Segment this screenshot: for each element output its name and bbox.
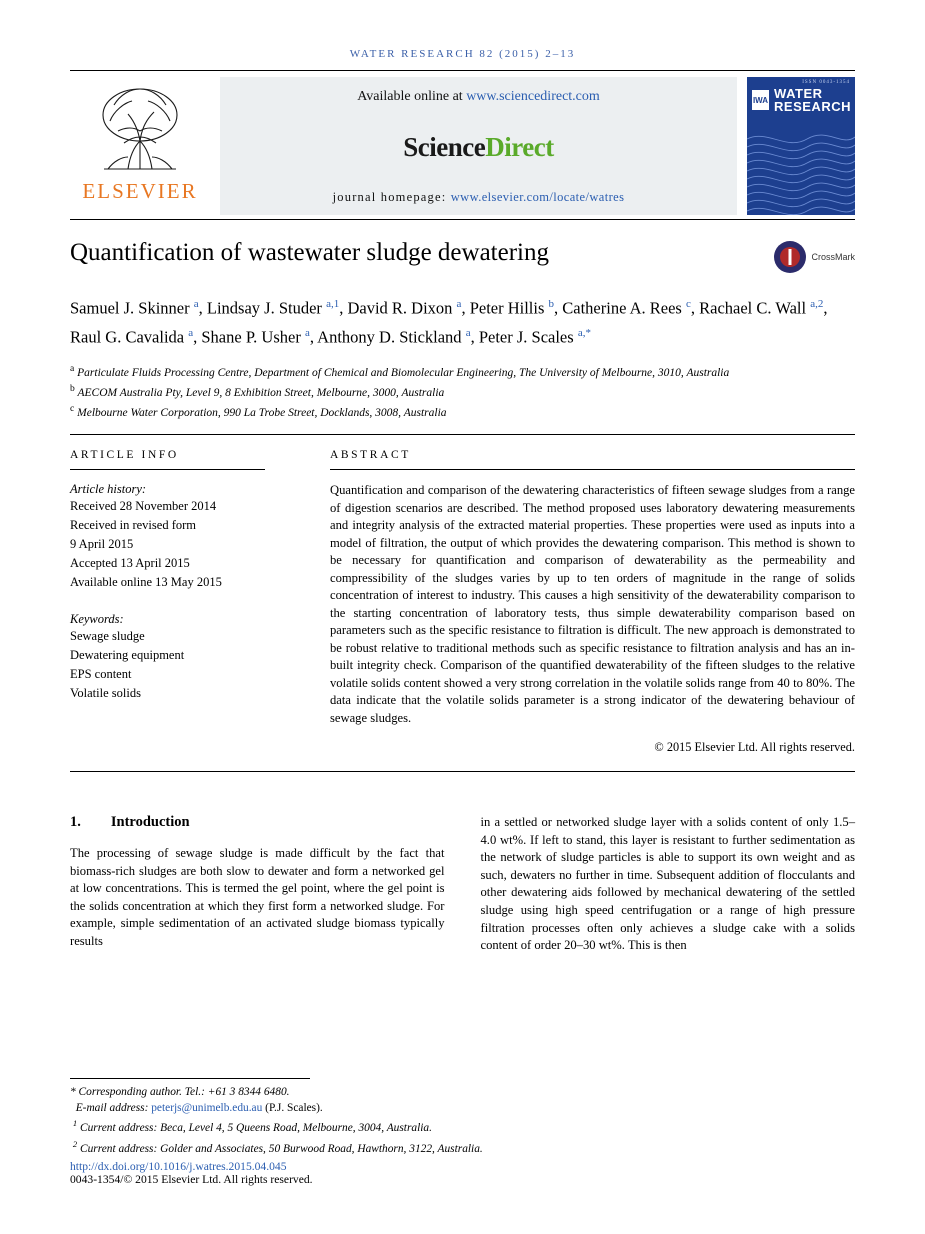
affiliation-a-mark: a — [70, 363, 75, 374]
section-number: 1. — [70, 814, 81, 831]
article-info-rule — [70, 469, 265, 470]
available-online-line — [357, 89, 600, 105]
footnote-1-text: Current address: Beca, Level 4, 5 Queens Road, Melbourne, 3004, Australia. — [79, 1122, 432, 1135]
journal-homepage-line — [333, 190, 625, 205]
journal-cover-issn: ISSN 0043-1354 — [802, 80, 850, 85]
article-history-2: 9 April 2015 — [70, 537, 134, 552]
affiliations — [70, 361, 855, 420]
article-history-4: Available online 13 May 2015 — [70, 575, 222, 590]
available-online-text: Available online at — [357, 89, 463, 104]
elsevier-tree-icon — [84, 81, 196, 177]
issn-copyright: 0043-1354/© 2015 Elsevier Ltd. All rights reserved. — [70, 1173, 313, 1186]
footnote-email-link[interactable]: peterjs@unimelb.edu.au — [151, 1101, 263, 1114]
keyword-2: EPS content — [70, 667, 132, 682]
footnote-corresponding: * Corresponding author. Tel.: +61 3 8344 6480. — [70, 1086, 290, 1099]
title-row — [70, 238, 855, 274]
affiliation-b-mark: b — [70, 382, 75, 394]
article-info-column — [70, 449, 330, 755]
affiliation-c-text: Melbourne Water Corporation, 990 La Trobe Street, Docklands, 3008, Australia — [77, 406, 447, 419]
article-history-1: Received in revised form — [70, 518, 196, 533]
info-abstract-block — [70, 449, 855, 755]
sciencedirect-science: Science — [403, 132, 486, 162]
intro-paragraph-right: in a settled or networked sludge layer with a solids content of only 1.5–4.0 wt%. If left to stand, this layer is resistant to further sedimentation as the network of sludge particles is able to support its own weight and as such, dewaters no further in time. Subsequent addition of flocculants and other dewatering aids followed by mechanical dewatering of the settled sludge using high speed centrifugation or a range of high pressure filtration processes often only achieves a sludge cake with a solids content of order 20–30 wt%. This is then — [480, 815, 855, 953]
affiliation-a — [70, 361, 855, 381]
affiliation-b — [70, 381, 855, 401]
author-list: Samuel J. Skinner $^a$, Lindsay J. Studer $^{a,1}$, David R. Dixon $^a$, Peter Hillis $^b$, Catherine A. Rees $^c$, Rachael C. Wall $^{a,2}$, Raul G. Cavalida $^a$, Shane P. Usher $^a$, Anthony D. Stickland $^a$, Peter J. Scales $^{a,*}$ — [70, 298, 828, 346]
iwa-badge: IWA — [752, 90, 769, 110]
footnote-email-label: E-mail address: — [75, 1101, 149, 1114]
affiliation-c — [70, 401, 855, 421]
abstract-copyright: © 2015 Elsevier Ltd. All rights reserved. — [654, 740, 855, 755]
footnote-1 — [70, 1116, 855, 1136]
section-title: Introduction — [110, 814, 190, 831]
journal-cover-header — [747, 85, 855, 113]
top-rule — [70, 70, 855, 71]
journal-masthead — [70, 77, 855, 215]
footnote-2 — [70, 1137, 855, 1157]
journal-cover-title — [774, 87, 851, 113]
body-column-left — [70, 814, 445, 955]
keyword-1: Dewatering equipment — [70, 648, 185, 663]
affiliation-c-mark: c — [70, 402, 75, 414]
elsevier-logo — [70, 77, 210, 215]
section-heading-introduction — [70, 814, 445, 831]
running-head: WATER RESEARCH 82 (2015) 2–13 — [349, 48, 576, 60]
article-info-heading: ARTICLE INFO — [70, 449, 179, 462]
footnote-2-text: Current address: Golder and Associates, 50 Burwood Road, Hawthorn, 3122, Australia. — [79, 1142, 483, 1155]
journal-homepage-link[interactable]: www.elsevier.com/locate/watres — [450, 190, 625, 204]
journal-cover-title-line1: WATER — [774, 86, 823, 101]
keyword-3: Volatile solids — [70, 686, 141, 701]
abstract-text: Quantification and comparison of the dewatering characteristics of fifteen sewage sludges from a range of digestion scenarios are described. The method proposed uses laboratory dewatering measurements and integrity analysis of the extracted material properties. These properties were used as inputs into a model of filtration, the output of which provides the dewatering comparison. This method is shown to be necessary for quantification and comparison of dewaterability as the permeability and compressibility of the sludges varies by up to ten orders of magnitude in the range of solids concentration of interest to industry. This causes a high sensitivity of the dewaterability comparison to the starting concentration of laboratory tests, thus simple dewaterability comparison based on parameters such as the specific resistance to filtration is difficult. The new approach is demonstrated to be robust relative to traditional methods such as specific resistance to filtration analysis and has an in-built integrity check. Comparison of the quantified dewaterability of the fifteen sludges to the relative volatile solids content showed a very strong correlation in the volatile solids range from 40 to 80%. The data indicate that the volatile solids parameter is a strong indicator of the dewatering behaviour of sewage sludges. — [330, 483, 855, 725]
journal-cover-title-line2: RESEARCH — [774, 99, 851, 114]
crossmark-icon[interactable] — [773, 240, 807, 274]
page-footnotes — [70, 1078, 855, 1186]
doi-link[interactable]: http://dx.doi.org/10.1016/j.watres.2015.04.045 — [70, 1160, 287, 1173]
article-history-3: Accepted 13 April 2015 — [70, 556, 190, 571]
keywords-label: Keywords: — [70, 612, 124, 627]
abstract-rule — [330, 469, 855, 470]
journal-cover-image — [747, 77, 855, 215]
journal-homepage-label: journal homepage: — [332, 190, 447, 204]
footnote-email-suffix: (P.J. Scales). — [265, 1101, 323, 1114]
article-history-0: Received 28 November 2014 — [70, 499, 217, 514]
body-columns — [70, 814, 855, 955]
footnote-2-mark: 2 — [72, 1138, 78, 1149]
article-history-label: Article history: — [70, 482, 147, 497]
footnote-rule — [70, 1078, 310, 1079]
sciencedirect-link[interactable]: www.sciencedirect.com — [466, 89, 600, 104]
intro-paragraph-left: The processing of sewage sludge is made difficult by the fact that biomass-rich sludges are both slow to dewater and form a networked gel at low concentrations. This is termed the gel point, where the gel point is the solids concentration at which they first form a networked sludge. For example, simple sedimentation of an activated sludge biomass typically results — [70, 846, 445, 949]
footnote-email-line — [70, 1101, 855, 1117]
journal-cover-waves-graphic — [747, 127, 855, 215]
footnote-1-mark: 1 — [72, 1118, 78, 1129]
page-title: Quantification of wastewater sludge dewatering — [70, 239, 549, 266]
sciencedirect-direct: Direct — [485, 132, 554, 162]
body-column-right — [481, 814, 856, 955]
sciencedirect-wordmark — [403, 132, 553, 163]
abstract-heading: ABSTRACT — [330, 449, 411, 462]
sciencedirect-panel — [220, 77, 737, 215]
crossmark-badge — [773, 240, 855, 274]
keyword-0: Sewage sludge — [70, 629, 145, 644]
affiliation-a-text: Particulate Fluids Processing Centre, Department of Chemical and Biomolecular Engineering, The University of Melbourne, 3010, Australia — [77, 366, 730, 379]
elsevier-wordmark: ELSEVIER — [82, 179, 198, 203]
abstract-column — [330, 449, 855, 755]
abstract-bottom-rule — [70, 771, 855, 772]
affiliation-b-text: AECOM Australia Pty, Level 9, 8 Exhibition Street, Melbourne, 3000, Australia — [77, 386, 445, 399]
masthead-bottom-rule — [70, 219, 855, 220]
abstract-top-rule — [70, 434, 855, 435]
crossmark-label: CrossMark — [811, 252, 855, 262]
